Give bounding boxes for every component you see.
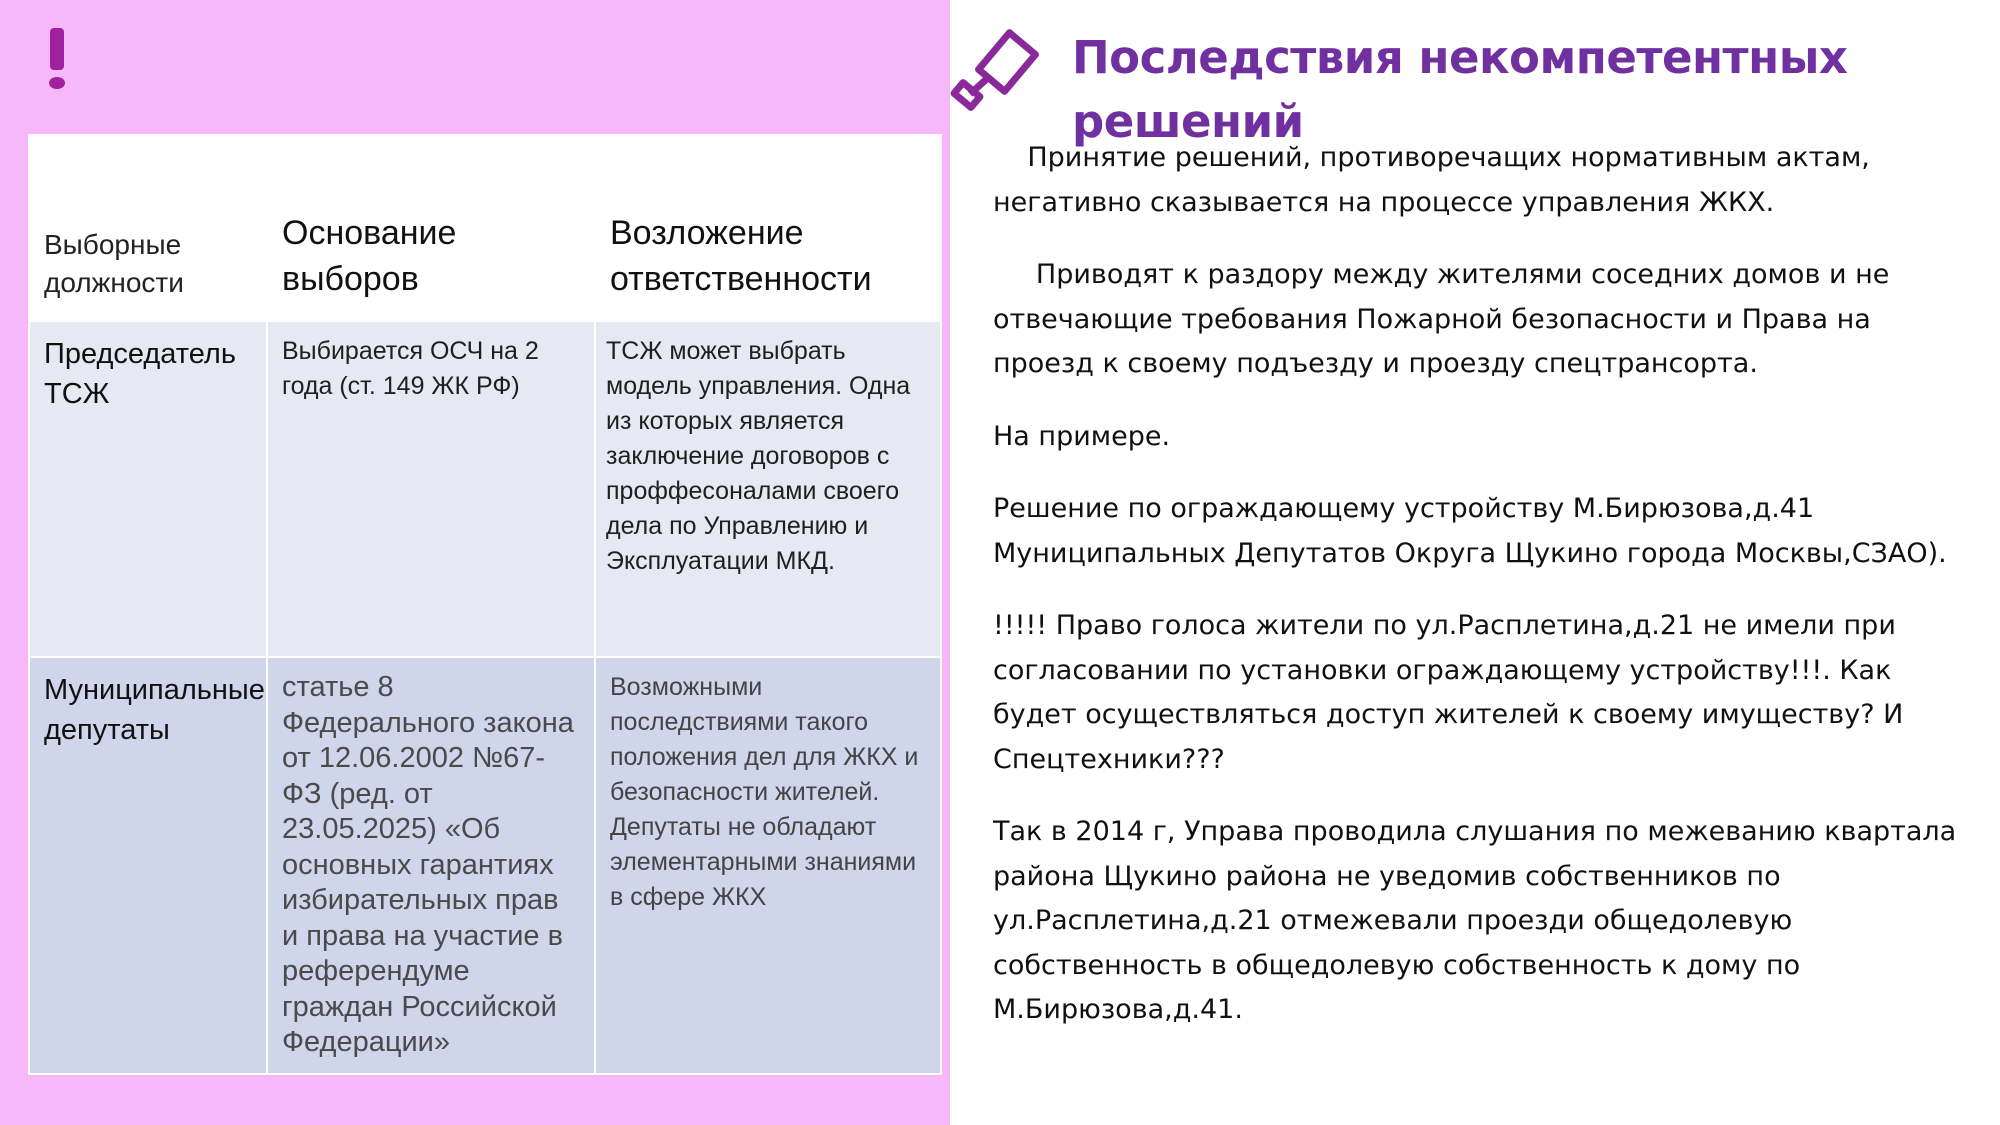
paragraph: Так в 2014 г, Управа проводила слушания по межеванию квартала района Щукино района не уведомив собственников по ул.Расплетина,д.21 отмежевали проезди общедолевую собственность в общедолевую собственность к дому по М.Бирюзова,д.41.: [993, 816, 1957, 1025]
cell-position: Председатель ТСЖ: [29, 321, 267, 657]
header-basis: Основание выборов: [267, 135, 595, 321]
header-positions: Выборные должности: [29, 135, 267, 321]
cell-basis: статье 8 Федерального закона от 12.06.2002 №67-ФЗ (ред. от 23.05.2025) «Об основных гарантиях избирательных прав и права на участие в референдуме граждан Российской Федерации»: [267, 657, 595, 1074]
paragraph: !!!!! Право голоса жители по ул.Расплетина,д.21 не имели при согласовании по установки ограждающему устройству!!!. Как будет осуществляться доступ жителей к своему имуществу? И Спецтехники???: [993, 610, 1904, 775]
paragraph: Принятие решений, противоречащих нормативным актам, негативно сказывается на процессе управления ЖКХ.: [993, 142, 1879, 218]
cell-responsibility: ТСЖ может выбрать модель управления. Одна из которых является заключение договоров с проффесоналами своего дела по Управлению и Эксплуатации МКД.: [595, 321, 941, 657]
gavel-icon: [950, 24, 1046, 112]
table-header-row: [29, 135, 941, 321]
elected-positions-table: [28, 134, 940, 1075]
cell-position: Муниципальные депутаты: [29, 657, 267, 1074]
left-panel: [0, 0, 950, 1125]
page-title: Последствия некомпетентных решений: [1072, 31, 1848, 148]
cell-responsibility: Возможными последствиями такого положения дел для ЖКХ и безопасности жителей. Депутаты не обладают элементарными знаниями в сфере ЖКХ: [595, 657, 941, 1074]
paragraph: Решение по ограждающему устройству М.Бирюзова,д.41 Муниципальных Депутатов Округа Щукино города Москвы,СЗАО).: [993, 493, 1947, 569]
exclamation-icon: [42, 28, 72, 90]
paragraph: На примере.: [993, 420, 1171, 452]
table-row: [29, 657, 941, 1074]
cell-basis: Выбирается ОСЧ на 2 года (ст. 149 ЖК РФ): [267, 321, 595, 657]
header-responsibility: Возложение ответственности: [595, 135, 941, 321]
main-text: [993, 136, 1973, 1061]
paragraph: Приводят к раздору между жителями соседних домов и не отвечающие требования Пожарной безопасности и Права на проезд к своему подъезду и проезду спецтрансорта.: [993, 259, 1898, 379]
table-row: [29, 321, 941, 657]
